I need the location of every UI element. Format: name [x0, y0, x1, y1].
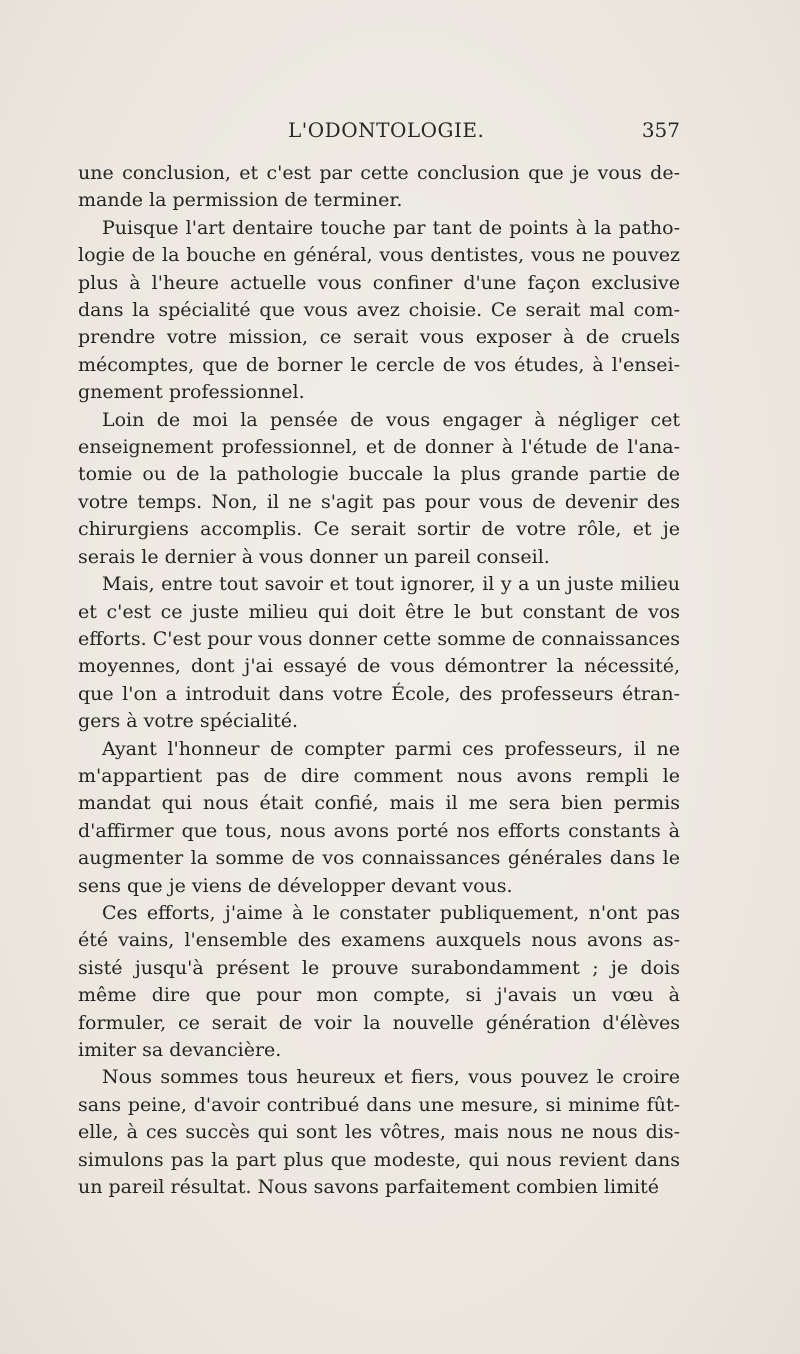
paragraph: Nous sommes tous heureux et fiers, vous pouvez le croire sans peine, d'avoir contribué dans une mesure, si minime fût-elle, à ces succès qui sont les vôtres, mais nous ne nous dissimulons pas la part plus que modeste, qui nous revient dans un pareil résultat. Nous savons parfaitement combien limité	[78, 1066, 680, 1199]
paragraph: une conclusion, et c'est par cette conclusion que je vous demande la permission de terminer.	[78, 162, 680, 212]
page-header	[78, 118, 680, 150]
paragraph: Ayant l'honneur de compter parmi ces professeurs, il ne m'appartient pas de dire comment nous avons rempli le mandat qui nous était confié, mais il me sera bien permis d'affirmer que tous, nous avons porté nos efforts constants à augmenter la somme de vos connaissances générales dans le sens que je viens de développer devant vous.	[78, 737, 680, 897]
paragraph: Ces efforts, j'aime à le constater publiquement, n'ont pas été vains, l'ensemble des examens auxquels nous avons assisté jusqu'à présent le prouve surabondamment ; je dois même dire que pour mon compte, si j'avais un vœu à formuler, ce serait de voir la nouvelle génération d'élèves imiter sa devancière.	[78, 901, 680, 1061]
page-number: 357	[641, 118, 680, 142]
body-text	[78, 160, 680, 1201]
paragraph: Mais, entre tout savoir et tout ignorer, il y a un juste milieu et c'est ce juste milieu qui doit être le but constant de vos efforts. C'est pour vous donner cette somme de connaissances moyennes, dont j'ai essayé de vous démontrer la nécessité, que l'on a introduit dans votre École, des professeurs étrangers à votre spécialité.	[78, 573, 680, 733]
paragraph: Puisque l'art dentaire touche par tant de points à la pathologie de la bouche en général, vous dentistes, vous ne pouvez plus à l'heure actuelle vous confiner d'une façon exclusive dans la spécialité que vous avez choisie. Ce serait mal comprendre votre mission, ce serait vous exposer à de cruels mécomptes, que de borner le cercle de vos études, à l'enseignement professionnel.	[78, 216, 680, 404]
running-title: L'ODONTOLOGIE.	[288, 118, 485, 142]
paragraph: Loin de moi la pensée de vous engager à négliger cet enseignement professionnel, et de donner à l'étude de l'anatomie ou de la pathologie buccale la plus grande partie de votre temps. Non, il ne s'agit pas pour vous de devenir des chirurgiens accomplis. Ce serait sortir de votre rôle, et je serais le dernier à vous donner un pareil conseil.	[78, 408, 680, 568]
